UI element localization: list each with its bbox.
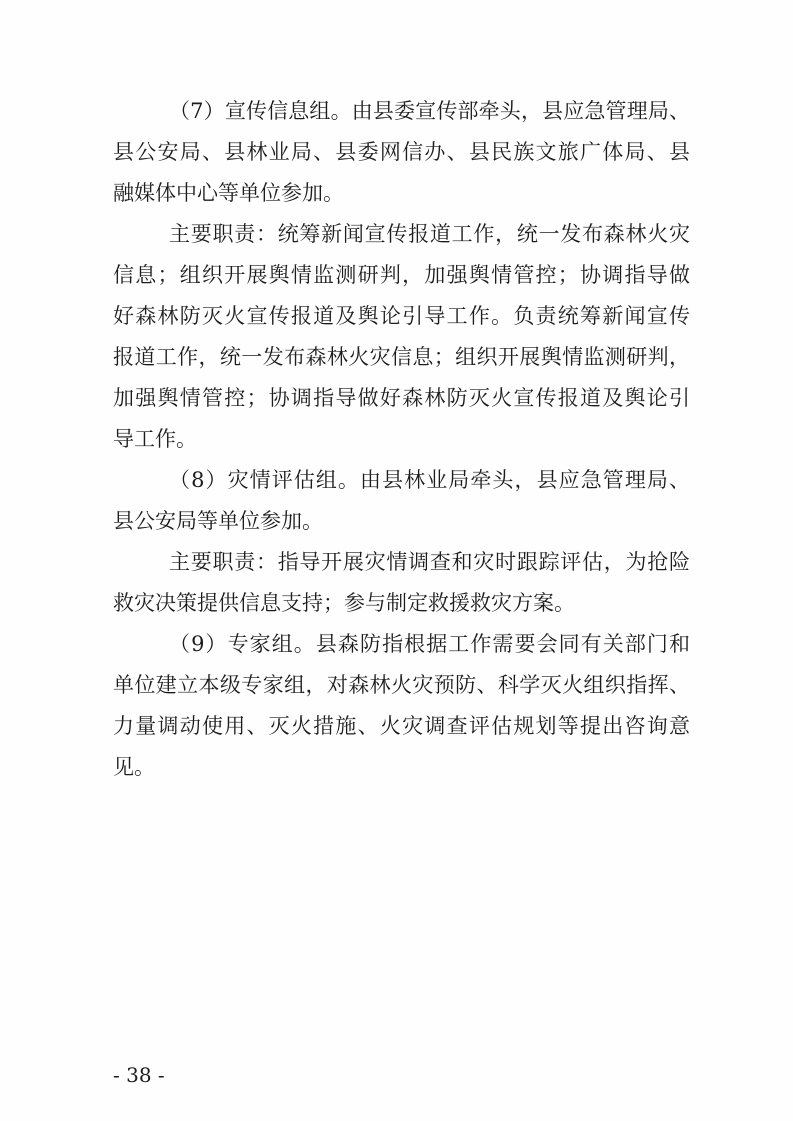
text-line: 救灾决策提供信息支持；参与制定救援救灾方案。: [113, 591, 575, 615]
paragraph-publicity-duties: [113, 214, 690, 460]
text-line: 导工作。: [113, 427, 197, 451]
paragraph-assessment-group: [113, 460, 690, 542]
text-line: （9）专家组。县森防指根据工作需要会同有关部门和: [169, 632, 690, 656]
text-line: 报道工作，统一发布森林火灾信息；组织开展舆情监测研判，: [113, 345, 690, 369]
text-line: 加强舆情管控；协调指导做好森林防灭火宣传报道及舆论引: [113, 386, 690, 410]
paragraph-publicity-group: [113, 91, 690, 214]
paragraph-assessment-duties: [113, 542, 690, 624]
text-line: 见。: [113, 755, 155, 779]
page-number: - 38 -: [113, 1063, 165, 1087]
text-line: 县公安局等单位参加。: [113, 509, 323, 533]
text-line: （7）宣传信息组。由县委宣传部牵头，县应急管理局、: [169, 99, 690, 123]
text-line: 主要职责：统筹新闻宣传报道工作，统一发布森林火灾: [169, 222, 690, 246]
text-line: 力量调动使用、灭火措施、火灾调查评估规划等提出咨询意: [113, 714, 690, 738]
text-line: 主要职责：指导开展灾情调查和灾时跟踪评估，为抢险: [169, 550, 690, 574]
text-line: 好森林防灭火宣传报道及舆论引导工作。负责统筹新闻宣传: [113, 304, 690, 328]
text-line: 县公安局、县林业局、县委网信办、县民族文旅广体局、县: [113, 140, 690, 164]
body-text: [113, 91, 690, 788]
text-line: 单位建立本级专家组，对森林火灾预防、科学灭火组织指挥、: [113, 673, 690, 697]
paragraph-expert-group: [113, 624, 690, 788]
text-line: 信息；组织开展舆情监测研判，加强舆情管控；协调指导做: [113, 263, 690, 287]
text-line: （8）灾情评估组。由县林业局牵头，县应急管理局、: [169, 468, 690, 492]
text-line: 融媒体中心等单位参加。: [113, 181, 344, 205]
